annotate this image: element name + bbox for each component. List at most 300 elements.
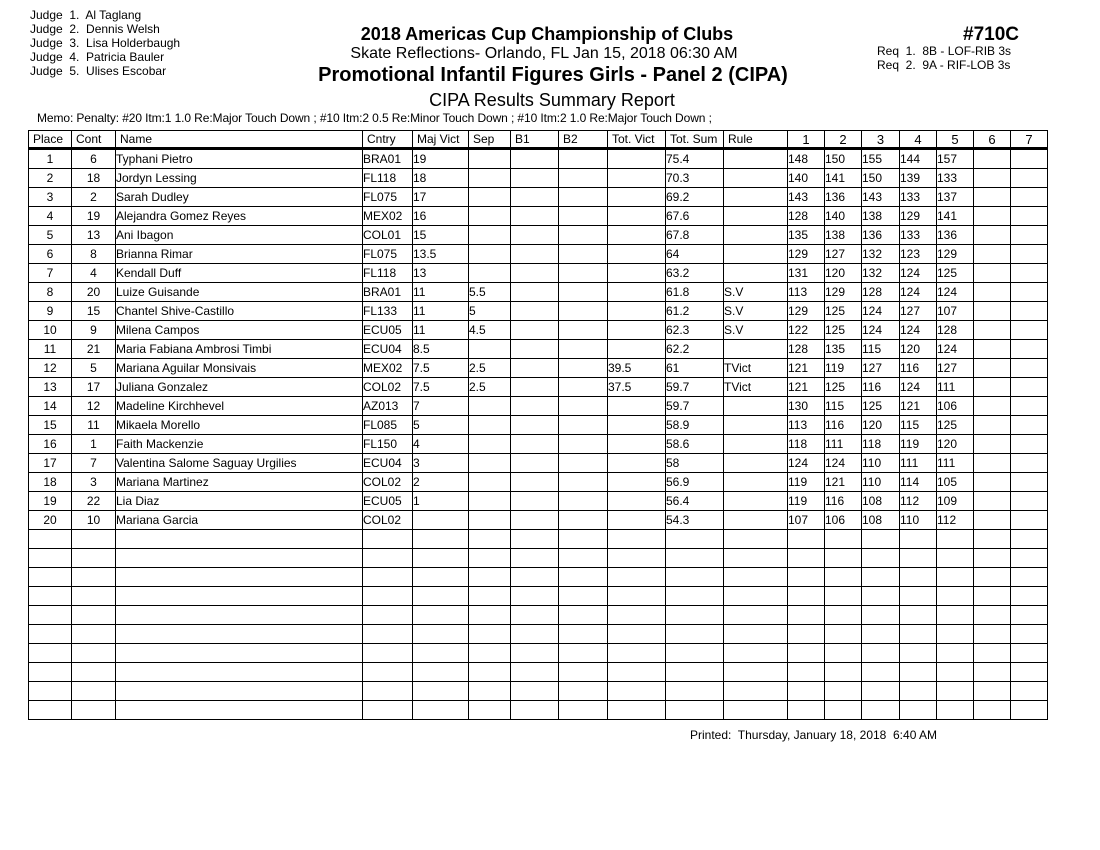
majority-victories-cell: 11 bbox=[413, 321, 469, 340]
rule-cell bbox=[724, 264, 788, 283]
judge-3-score-cell: 116 bbox=[862, 378, 900, 397]
empty-cell bbox=[666, 587, 724, 606]
country-club-cell: FL133 bbox=[363, 302, 413, 321]
empty-cell bbox=[72, 568, 116, 587]
empty-cell bbox=[72, 606, 116, 625]
total-victories-cell bbox=[608, 283, 666, 302]
judge-7-score-cell bbox=[1011, 435, 1048, 454]
judge-4-score-cell: 133 bbox=[900, 188, 937, 207]
empty-cell bbox=[608, 568, 666, 587]
empty-cell bbox=[1011, 701, 1048, 720]
name-cell: Valentina Salome Saguay Urgilies bbox=[116, 454, 363, 473]
b2-cell bbox=[559, 511, 608, 530]
column-header: 7 bbox=[1011, 131, 1048, 149]
judge-3-score-cell: 124 bbox=[862, 302, 900, 321]
empty-cell bbox=[666, 549, 724, 568]
empty-cell bbox=[72, 625, 116, 644]
total-sum-cell: 58 bbox=[666, 454, 724, 473]
separation-cell: 2.5 bbox=[469, 359, 511, 378]
empty-cell bbox=[413, 644, 469, 663]
b1-cell bbox=[511, 188, 559, 207]
empty-cell bbox=[788, 682, 825, 701]
empty-cell bbox=[900, 549, 937, 568]
judge-5-score-cell: 124 bbox=[937, 340, 974, 359]
empty-cell bbox=[1011, 530, 1048, 549]
judge-6-score-cell bbox=[974, 226, 1011, 245]
judge-1-score-cell: 135 bbox=[788, 226, 825, 245]
table-row bbox=[29, 188, 1048, 207]
empty-cell bbox=[608, 587, 666, 606]
judge-2-score-cell: 125 bbox=[825, 302, 862, 321]
judge-1-score-cell: 143 bbox=[788, 188, 825, 207]
table-row bbox=[29, 454, 1048, 473]
empty-cell bbox=[469, 644, 511, 663]
empty-cell bbox=[559, 644, 608, 663]
empty-cell bbox=[862, 530, 900, 549]
judge-2-score-cell: 119 bbox=[825, 359, 862, 378]
total-victories-cell bbox=[608, 454, 666, 473]
name-cell: Madeline Kirchhevel bbox=[116, 397, 363, 416]
name-cell: Mariana Aguilar Monsivais bbox=[116, 359, 363, 378]
empty-cell bbox=[72, 530, 116, 549]
empty-cell bbox=[974, 644, 1011, 663]
place-cell: 5 bbox=[29, 226, 72, 245]
table-row bbox=[29, 264, 1048, 283]
empty-cell bbox=[825, 568, 862, 587]
empty-cell bbox=[469, 530, 511, 549]
judge-4-score-cell: 124 bbox=[900, 321, 937, 340]
empty-cell bbox=[1011, 625, 1048, 644]
judge-2-score-cell: 127 bbox=[825, 245, 862, 264]
empty-cell bbox=[608, 663, 666, 682]
judge-1-score-cell: 113 bbox=[788, 283, 825, 302]
empty-cell bbox=[559, 587, 608, 606]
judge-7-score-cell bbox=[1011, 340, 1048, 359]
empty-cell bbox=[29, 606, 72, 625]
place-cell: 3 bbox=[29, 188, 72, 207]
judge-3-score-cell: 155 bbox=[862, 149, 900, 169]
total-victories-cell bbox=[608, 473, 666, 492]
place-cell: 17 bbox=[29, 454, 72, 473]
judge-2-score-cell: 111 bbox=[825, 435, 862, 454]
total-victories-cell bbox=[608, 416, 666, 435]
empty-cell bbox=[559, 701, 608, 720]
empty-cell bbox=[825, 682, 862, 701]
empty-cell bbox=[608, 625, 666, 644]
b1-cell bbox=[511, 454, 559, 473]
judge-2: Judge 2. Dennis Welsh bbox=[30, 22, 160, 36]
b1-cell bbox=[511, 511, 559, 530]
place-cell: 6 bbox=[29, 245, 72, 264]
empty-cell bbox=[937, 625, 974, 644]
judge-5-score-cell: 109 bbox=[937, 492, 974, 511]
judge-7-score-cell bbox=[1011, 169, 1048, 188]
printed-timestamp: Printed: Thursday, January 18, 2018 6:40 AM bbox=[690, 728, 938, 742]
total-sum-cell: 59.7 bbox=[666, 378, 724, 397]
table-row bbox=[29, 321, 1048, 340]
judge-4-score-cell: 144 bbox=[900, 149, 937, 169]
judge-3-score-cell: 120 bbox=[862, 416, 900, 435]
empty-cell bbox=[862, 625, 900, 644]
country-club-cell: FL075 bbox=[363, 245, 413, 264]
empty-cell bbox=[413, 530, 469, 549]
table-row bbox=[29, 492, 1048, 511]
judge-1-score-cell: 131 bbox=[788, 264, 825, 283]
empty-cell bbox=[825, 530, 862, 549]
empty-cell bbox=[116, 549, 363, 568]
column-header: Cont bbox=[72, 131, 116, 149]
empty-cell bbox=[1011, 663, 1048, 682]
rule-cell bbox=[724, 416, 788, 435]
judge-6-score-cell bbox=[974, 207, 1011, 226]
b1-cell bbox=[511, 435, 559, 454]
name-cell: Ani Ibagon bbox=[116, 226, 363, 245]
b2-cell bbox=[559, 245, 608, 264]
table-row bbox=[29, 245, 1048, 264]
judge-4-score-cell: 133 bbox=[900, 226, 937, 245]
place-cell: 19 bbox=[29, 492, 72, 511]
empty-cell bbox=[413, 568, 469, 587]
judge-6-score-cell bbox=[974, 169, 1011, 188]
majority-victories-cell: 7.5 bbox=[413, 378, 469, 397]
empty-cell bbox=[862, 701, 900, 720]
table-row bbox=[29, 207, 1048, 226]
name-cell: Mariana Martinez bbox=[116, 473, 363, 492]
empty-cell bbox=[900, 625, 937, 644]
judge-6-score-cell bbox=[974, 454, 1011, 473]
rule-cell: S.V bbox=[724, 283, 788, 302]
empty-cell bbox=[511, 644, 559, 663]
b2-cell bbox=[559, 435, 608, 454]
judge-6-score-cell bbox=[974, 283, 1011, 302]
separation-cell bbox=[469, 416, 511, 435]
separation-cell bbox=[469, 245, 511, 264]
empty-cell bbox=[900, 606, 937, 625]
name-cell: Lia Diaz bbox=[116, 492, 363, 511]
results-table bbox=[28, 130, 1048, 720]
judge-2-score-cell: 150 bbox=[825, 149, 862, 169]
separation-cell bbox=[469, 511, 511, 530]
empty-cell bbox=[900, 530, 937, 549]
majority-victories-cell: 16 bbox=[413, 207, 469, 226]
empty-cell bbox=[363, 644, 413, 663]
majority-victories-cell: 11 bbox=[413, 302, 469, 321]
column-header: Cntry bbox=[363, 131, 413, 149]
b2-cell bbox=[559, 397, 608, 416]
b2-cell bbox=[559, 188, 608, 207]
rule-cell bbox=[724, 188, 788, 207]
empty-cell bbox=[724, 568, 788, 587]
b2-cell bbox=[559, 226, 608, 245]
empty-cell bbox=[862, 644, 900, 663]
judge-5-score-cell: 111 bbox=[937, 454, 974, 473]
judge-1-score-cell: 128 bbox=[788, 340, 825, 359]
empty-cell bbox=[862, 682, 900, 701]
judge-2-score-cell: 124 bbox=[825, 454, 862, 473]
majority-victories-cell: 4 bbox=[413, 435, 469, 454]
b1-cell bbox=[511, 283, 559, 302]
b1-cell bbox=[511, 473, 559, 492]
contestant-number-cell: 7 bbox=[72, 454, 116, 473]
empty-cell bbox=[608, 701, 666, 720]
b2-cell bbox=[559, 378, 608, 397]
empty-cell bbox=[29, 663, 72, 682]
b2-cell bbox=[559, 149, 608, 169]
total-victories-cell bbox=[608, 511, 666, 530]
b2-cell bbox=[559, 492, 608, 511]
country-club-cell: BRA01 bbox=[363, 149, 413, 169]
separation-cell: 4.5 bbox=[469, 321, 511, 340]
majority-victories-cell: 13.5 bbox=[413, 245, 469, 264]
empty-row bbox=[29, 682, 1048, 701]
empty-cell bbox=[469, 587, 511, 606]
judge-5-score-cell: 141 bbox=[937, 207, 974, 226]
table-row bbox=[29, 149, 1048, 169]
contestant-number-cell: 17 bbox=[72, 378, 116, 397]
empty-cell bbox=[900, 682, 937, 701]
judge-1-score-cell: 107 bbox=[788, 511, 825, 530]
judge-6-score-cell bbox=[974, 302, 1011, 321]
country-club-cell: ECU04 bbox=[363, 454, 413, 473]
judge-5-score-cell: 133 bbox=[937, 169, 974, 188]
empty-cell bbox=[937, 606, 974, 625]
empty-cell bbox=[469, 606, 511, 625]
judge-3-score-cell: 136 bbox=[862, 226, 900, 245]
judge-5-score-cell: 120 bbox=[937, 435, 974, 454]
empty-cell bbox=[1011, 549, 1048, 568]
judge-7-score-cell bbox=[1011, 492, 1048, 511]
judge-4-score-cell: 123 bbox=[900, 245, 937, 264]
empty-cell bbox=[363, 549, 413, 568]
judge-5-score-cell: 107 bbox=[937, 302, 974, 321]
table-row bbox=[29, 226, 1048, 245]
empty-row bbox=[29, 587, 1048, 606]
name-cell: Mariana Garcia bbox=[116, 511, 363, 530]
judge-6-score-cell bbox=[974, 378, 1011, 397]
majority-victories-cell: 15 bbox=[413, 226, 469, 245]
total-sum-cell: 61 bbox=[666, 359, 724, 378]
name-cell: Sarah Dudley bbox=[116, 188, 363, 207]
judge-6-score-cell bbox=[974, 473, 1011, 492]
separation-cell bbox=[469, 149, 511, 169]
contestant-number-cell: 13 bbox=[72, 226, 116, 245]
empty-cell bbox=[974, 682, 1011, 701]
judge-5-score-cell: 128 bbox=[937, 321, 974, 340]
total-sum-cell: 67.8 bbox=[666, 226, 724, 245]
empty-cell bbox=[937, 644, 974, 663]
empty-cell bbox=[788, 701, 825, 720]
empty-cell bbox=[469, 701, 511, 720]
name-cell: Milena Campos bbox=[116, 321, 363, 340]
majority-victories-cell: 7.5 bbox=[413, 359, 469, 378]
empty-cell bbox=[666, 701, 724, 720]
name-cell: Chantel Shive-Castillo bbox=[116, 302, 363, 321]
judge-5-score-cell: 125 bbox=[937, 416, 974, 435]
place-cell: 2 bbox=[29, 169, 72, 188]
contestant-number-cell: 3 bbox=[72, 473, 116, 492]
judge-1-score-cell: 118 bbox=[788, 435, 825, 454]
table-row bbox=[29, 435, 1048, 454]
empty-cell bbox=[363, 568, 413, 587]
empty-cell bbox=[974, 587, 1011, 606]
empty-cell bbox=[559, 625, 608, 644]
country-club-cell: MEX02 bbox=[363, 207, 413, 226]
requirement-2: Req 2. 9A - RIF-LOB 3s bbox=[877, 58, 1011, 72]
judge-3-score-cell: 127 bbox=[862, 359, 900, 378]
separation-cell bbox=[469, 435, 511, 454]
total-victories-cell bbox=[608, 188, 666, 207]
event-name: Promotional Infantil Figures Girls - Panel 2 (CIPA) bbox=[318, 64, 788, 86]
empty-cell bbox=[413, 701, 469, 720]
judge-1-score-cell: 124 bbox=[788, 454, 825, 473]
contestant-number-cell: 10 bbox=[72, 511, 116, 530]
empty-cell bbox=[862, 568, 900, 587]
total-sum-cell: 61.2 bbox=[666, 302, 724, 321]
empty-cell bbox=[72, 682, 116, 701]
judge-2-score-cell: 121 bbox=[825, 473, 862, 492]
empty-cell bbox=[862, 549, 900, 568]
empty-cell bbox=[363, 530, 413, 549]
judge-3: Judge 3. Lisa Holderbaugh bbox=[30, 36, 181, 50]
judge-2-score-cell: 136 bbox=[825, 188, 862, 207]
judge-4-score-cell: 110 bbox=[900, 511, 937, 530]
empty-cell bbox=[974, 568, 1011, 587]
empty-cell bbox=[788, 587, 825, 606]
empty-cell bbox=[724, 682, 788, 701]
total-victories-cell bbox=[608, 207, 666, 226]
name-cell: Brianna Rimar bbox=[116, 245, 363, 264]
total-victories-cell bbox=[608, 226, 666, 245]
judge-3-score-cell: 138 bbox=[862, 207, 900, 226]
empty-cell bbox=[724, 625, 788, 644]
judge-7-score-cell bbox=[1011, 378, 1048, 397]
judge-2-score-cell: 140 bbox=[825, 207, 862, 226]
empty-cell bbox=[666, 625, 724, 644]
judge-7-score-cell bbox=[1011, 511, 1048, 530]
empty-cell bbox=[608, 549, 666, 568]
total-sum-cell: 54.3 bbox=[666, 511, 724, 530]
judge-5: Judge 5. Ulises Escobar bbox=[30, 64, 167, 78]
empty-cell bbox=[116, 625, 363, 644]
total-victories-cell bbox=[608, 492, 666, 511]
judge-2-score-cell: 120 bbox=[825, 264, 862, 283]
judge-5-score-cell: 125 bbox=[937, 264, 974, 283]
empty-cell bbox=[72, 663, 116, 682]
empty-cell bbox=[608, 606, 666, 625]
judge-5-score-cell: 157 bbox=[937, 149, 974, 169]
judge-3-score-cell: 118 bbox=[862, 435, 900, 454]
empty-cell bbox=[900, 644, 937, 663]
place-cell: 4 bbox=[29, 207, 72, 226]
empty-cell bbox=[825, 644, 862, 663]
contestant-number-cell: 21 bbox=[72, 340, 116, 359]
empty-cell bbox=[511, 625, 559, 644]
separation-cell bbox=[469, 397, 511, 416]
judge-2-score-cell: 106 bbox=[825, 511, 862, 530]
total-victories-cell bbox=[608, 149, 666, 169]
empty-cell bbox=[363, 701, 413, 720]
empty-cell bbox=[724, 530, 788, 549]
rule-cell bbox=[724, 397, 788, 416]
judge-7-score-cell bbox=[1011, 473, 1048, 492]
contestant-number-cell: 22 bbox=[72, 492, 116, 511]
table-row bbox=[29, 359, 1048, 378]
judge-6-score-cell bbox=[974, 397, 1011, 416]
b1-cell bbox=[511, 207, 559, 226]
name-cell: Juliana Gonzalez bbox=[116, 378, 363, 397]
b2-cell bbox=[559, 473, 608, 492]
country-club-cell: ECU05 bbox=[363, 321, 413, 340]
rule-cell: S.V bbox=[724, 321, 788, 340]
rule-cell bbox=[724, 340, 788, 359]
empty-row bbox=[29, 644, 1048, 663]
name-cell: Luize Guisande bbox=[116, 283, 363, 302]
b2-cell bbox=[559, 169, 608, 188]
empty-cell bbox=[363, 682, 413, 701]
empty-row bbox=[29, 606, 1048, 625]
empty-cell bbox=[788, 625, 825, 644]
majority-victories-cell: 7 bbox=[413, 397, 469, 416]
empty-cell bbox=[974, 530, 1011, 549]
b1-cell bbox=[511, 340, 559, 359]
empty-cell bbox=[1011, 682, 1048, 701]
empty-cell bbox=[862, 606, 900, 625]
place-cell: 10 bbox=[29, 321, 72, 340]
empty-cell bbox=[363, 587, 413, 606]
separation-cell: 2.5 bbox=[469, 378, 511, 397]
empty-cell bbox=[29, 682, 72, 701]
report-title: CIPA Results Summary Report bbox=[429, 90, 675, 110]
empty-cell bbox=[511, 663, 559, 682]
country-club-cell: AZ013 bbox=[363, 397, 413, 416]
empty-cell bbox=[900, 663, 937, 682]
column-header: Sep bbox=[469, 131, 511, 149]
judge-1-score-cell: 148 bbox=[788, 149, 825, 169]
judge-7-score-cell bbox=[1011, 226, 1048, 245]
empty-cell bbox=[29, 701, 72, 720]
empty-cell bbox=[937, 568, 974, 587]
majority-victories-cell: 8.5 bbox=[413, 340, 469, 359]
judge-3-score-cell: 108 bbox=[862, 511, 900, 530]
judge-7-score-cell bbox=[1011, 283, 1048, 302]
requirements-list bbox=[877, 44, 1011, 72]
empty-cell bbox=[788, 644, 825, 663]
judge-1-score-cell: 119 bbox=[788, 492, 825, 511]
column-header: Rule bbox=[724, 131, 788, 149]
country-club-cell: MEX02 bbox=[363, 359, 413, 378]
separation-cell: 5 bbox=[469, 302, 511, 321]
judge-7-score-cell bbox=[1011, 416, 1048, 435]
judge-5-score-cell: 137 bbox=[937, 188, 974, 207]
judge-7-score-cell bbox=[1011, 321, 1048, 340]
judge-6-score-cell bbox=[974, 492, 1011, 511]
column-header: 5 bbox=[937, 131, 974, 149]
judge-7-score-cell bbox=[1011, 207, 1048, 226]
place-cell: 12 bbox=[29, 359, 72, 378]
judge-7-score-cell bbox=[1011, 454, 1048, 473]
empty-cell bbox=[724, 663, 788, 682]
judge-1-score-cell: 130 bbox=[788, 397, 825, 416]
empty-cell bbox=[1011, 587, 1048, 606]
place-cell: 15 bbox=[29, 416, 72, 435]
rule-cell bbox=[724, 473, 788, 492]
total-sum-cell: 67.6 bbox=[666, 207, 724, 226]
judge-4-score-cell: 111 bbox=[900, 454, 937, 473]
b2-cell bbox=[559, 321, 608, 340]
empty-cell bbox=[724, 644, 788, 663]
table-row bbox=[29, 416, 1048, 435]
total-sum-cell: 58.6 bbox=[666, 435, 724, 454]
